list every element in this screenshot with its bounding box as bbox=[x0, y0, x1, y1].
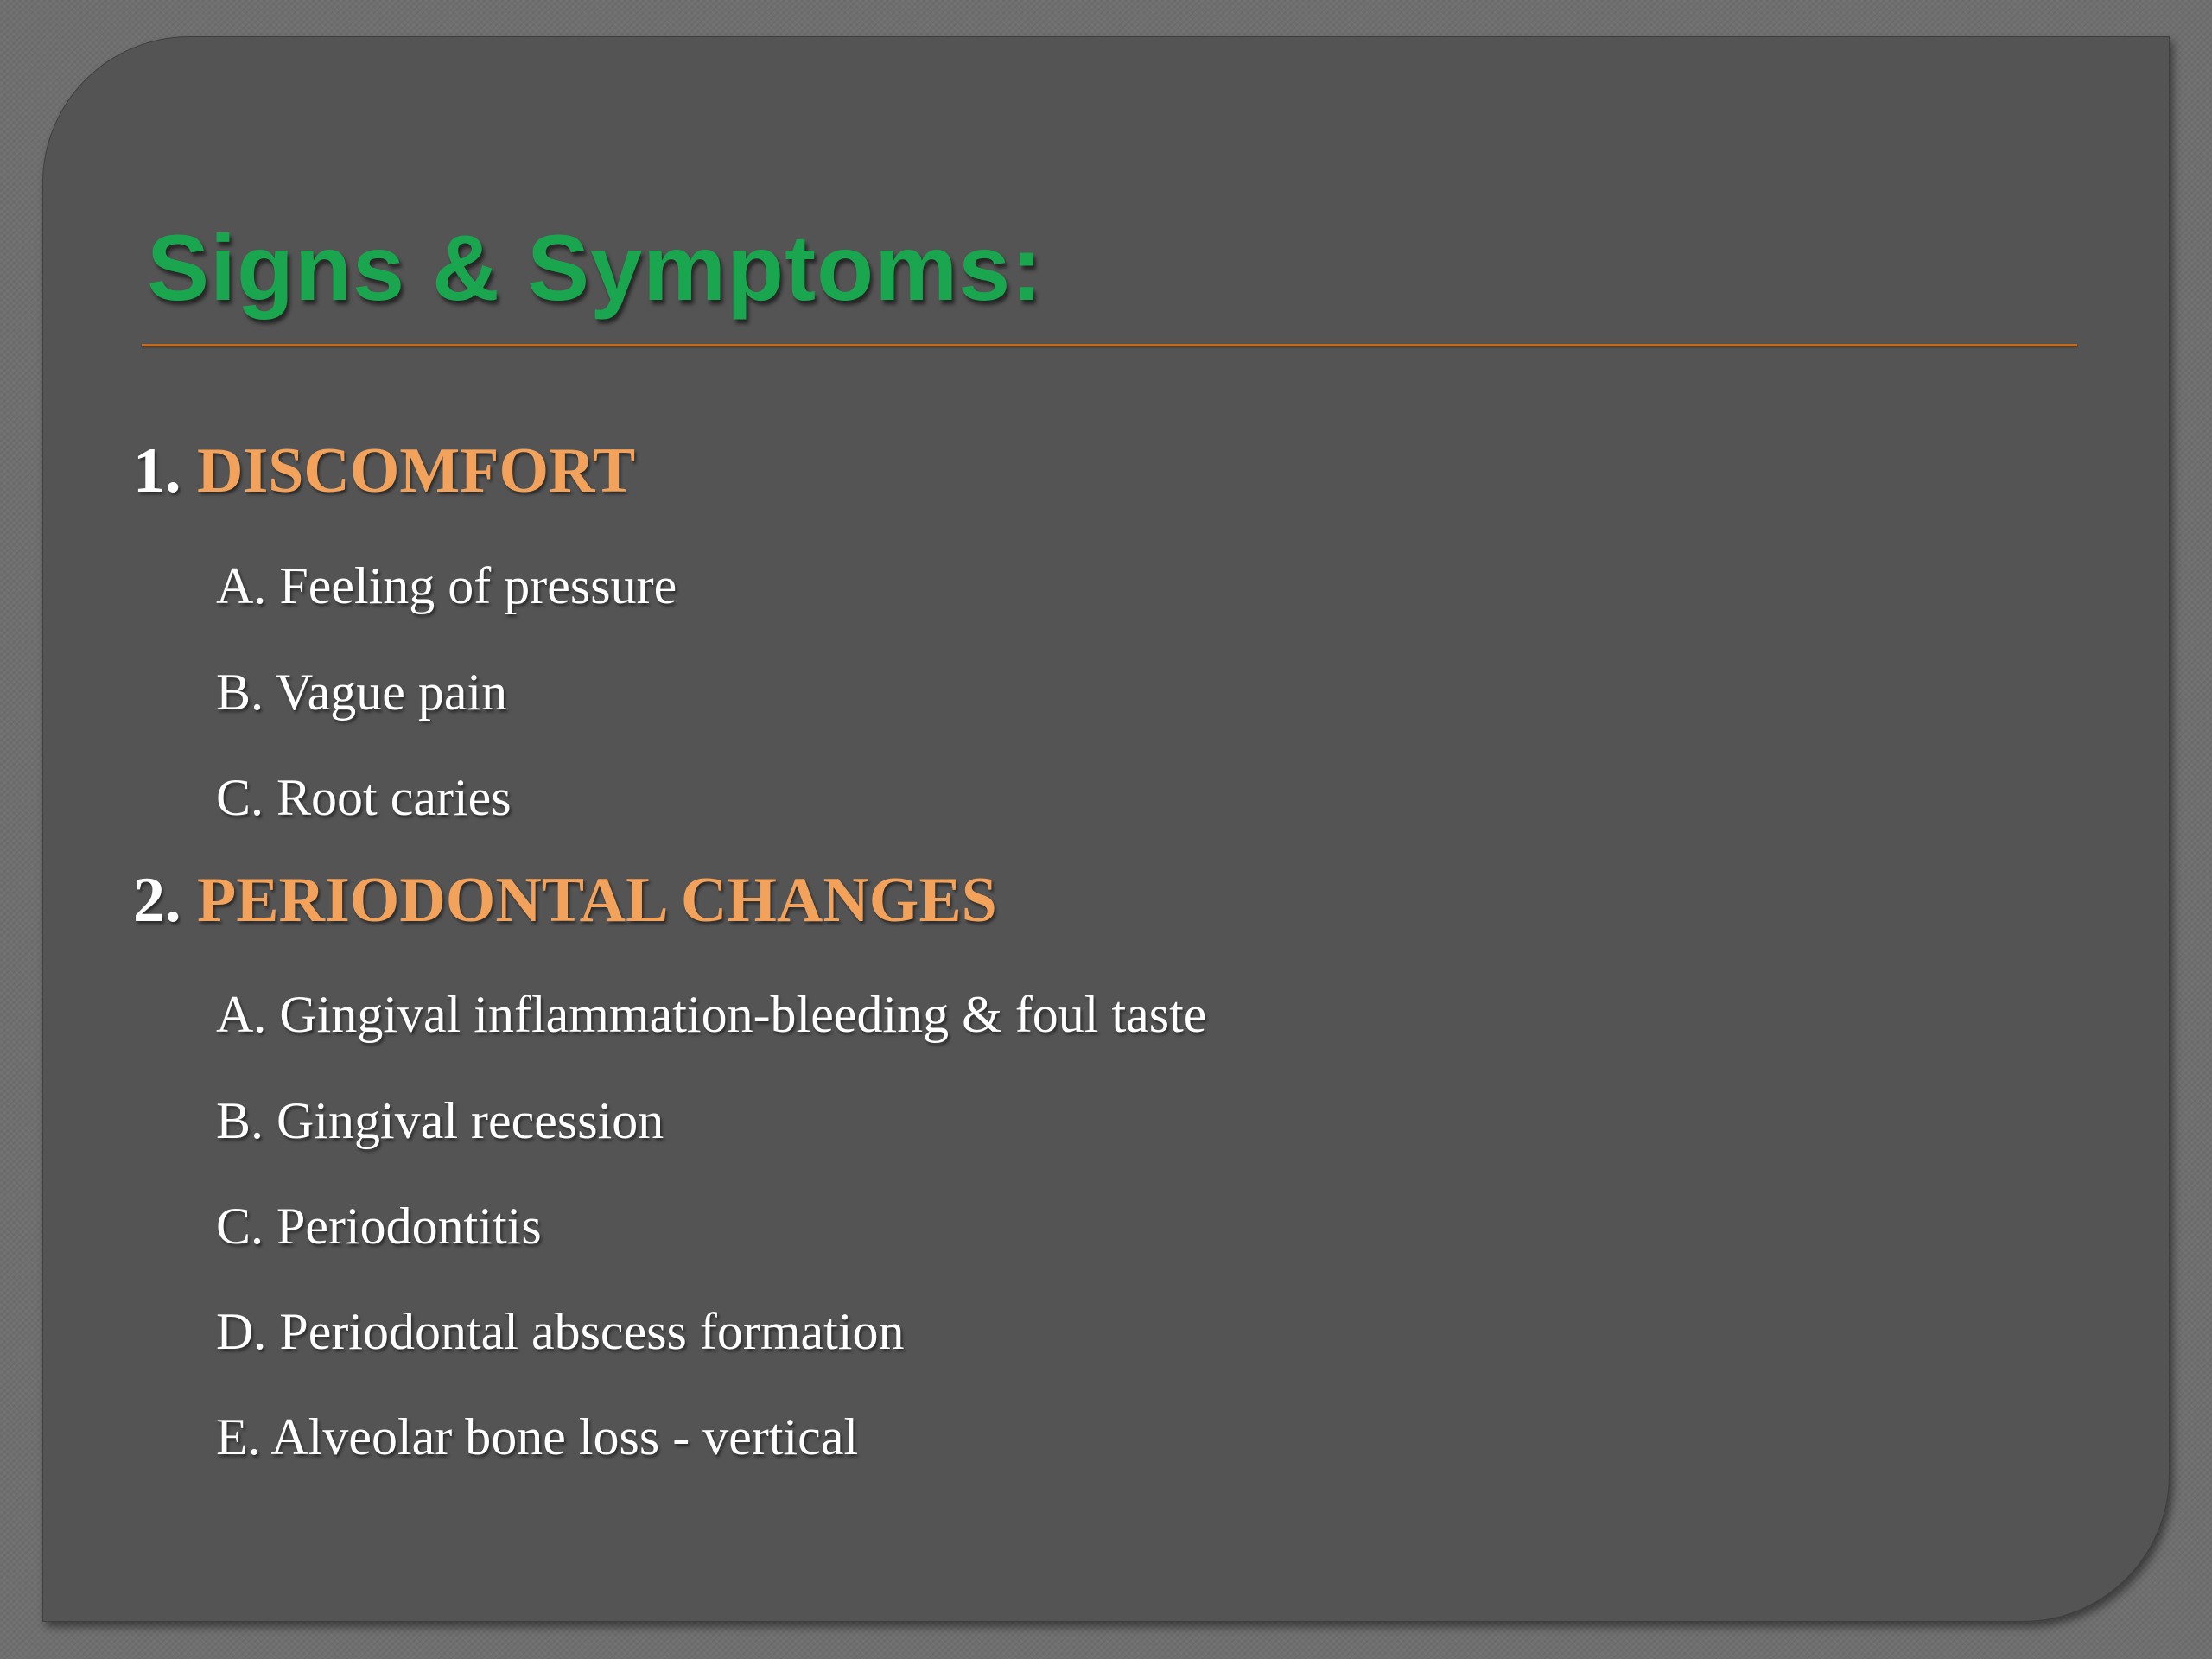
section-label: PERIODONTAL CHANGES bbox=[197, 865, 997, 936]
slide-title: Signs & Symptoms: bbox=[147, 215, 1044, 320]
title-divider bbox=[142, 344, 2077, 346]
section-label: DISCOMFORT bbox=[197, 435, 636, 506]
section-number: 2. bbox=[133, 865, 181, 936]
list-item: E. Alveolar bone loss - vertical bbox=[216, 1408, 859, 1465]
list-item: C. Periodontitis bbox=[216, 1198, 542, 1255]
list-item: B. Vague pain bbox=[216, 664, 508, 721]
section-heading-periodontal-changes bbox=[133, 861, 997, 939]
section-number: 1. bbox=[133, 435, 181, 506]
list-item: A. Feeling of pressure bbox=[216, 557, 677, 614]
section-heading-discomfort bbox=[133, 432, 635, 510]
list-item: B. Gingival recession bbox=[216, 1092, 664, 1149]
list-item: D. Periodontal abscess formation bbox=[216, 1303, 905, 1360]
list-item: C. Root caries bbox=[216, 769, 512, 826]
list-item: A. Gingival inflammation-bleeding & foul taste bbox=[216, 986, 1207, 1043]
